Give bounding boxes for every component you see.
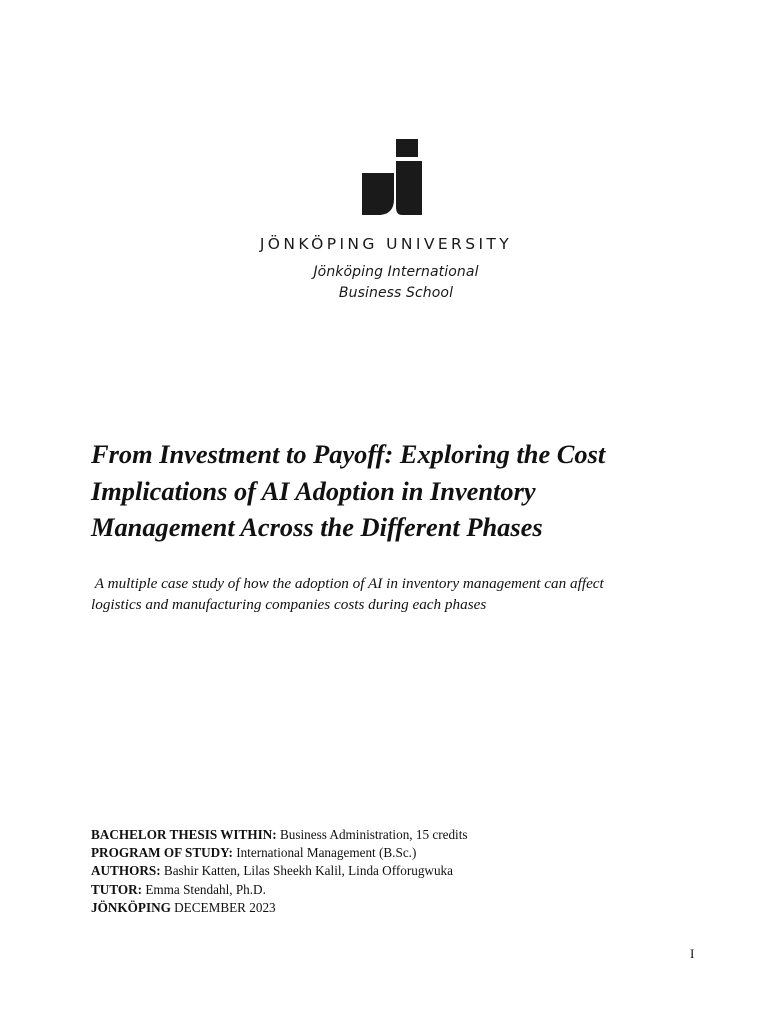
thesis-title <box>91 436 691 546</box>
school-name-line-2: Business School <box>338 285 454 301</box>
place-label: JÖNKÖPING <box>91 899 171 915</box>
thesis-within-label: BACHELOR THESIS WITHIN: <box>91 827 277 842</box>
authors-value: Bashir Katten, Lilas Sheekh Kalil, Linda Offorugwuka <box>163 863 453 879</box>
thesis-subtitle <box>91 573 691 615</box>
thesis-details <box>91 826 691 917</box>
tutor-value: Emma Stendahl, Ph.D. <box>145 881 266 897</box>
tutor-label: TUTOR: <box>91 881 143 897</box>
thesis-title-line-3: Management Across the Different Phases <box>91 512 543 542</box>
jonkoping-university-logo-icon <box>362 139 424 215</box>
thesis-within-value: Business Administration, 15 credits <box>279 827 468 842</box>
thesis-title-line-2: Implications of AI Adoption in Inventory <box>91 475 536 506</box>
thesis-title-line-1: From Investment to Payoff: Exploring the Cost <box>91 439 606 469</box>
thesis-within-row <box>91 826 691 844</box>
tutor-row <box>91 881 691 899</box>
place-date-row <box>91 899 691 917</box>
page-number: I <box>690 946 695 961</box>
program-value: International Management (B.Sc.) <box>236 845 417 861</box>
program-label: PROGRAM OF STUDY: <box>91 845 233 861</box>
thesis-subtitle-line-2: logistics and manufacturing companies costs during each phases <box>91 596 487 613</box>
authors-label: AUTHORS: <box>91 863 161 879</box>
authors-row <box>91 862 691 880</box>
program-row <box>91 844 691 862</box>
school-name-line-1: Jönköping International <box>313 264 479 280</box>
date-value: DECEMBER 2023 <box>174 899 276 915</box>
thesis-subtitle-line-1: A multiple case study of how the adoption of AI in inventory management can affect <box>91 575 604 592</box>
university-name: JÖNKÖPING UNIVERSITY <box>259 235 513 253</box>
